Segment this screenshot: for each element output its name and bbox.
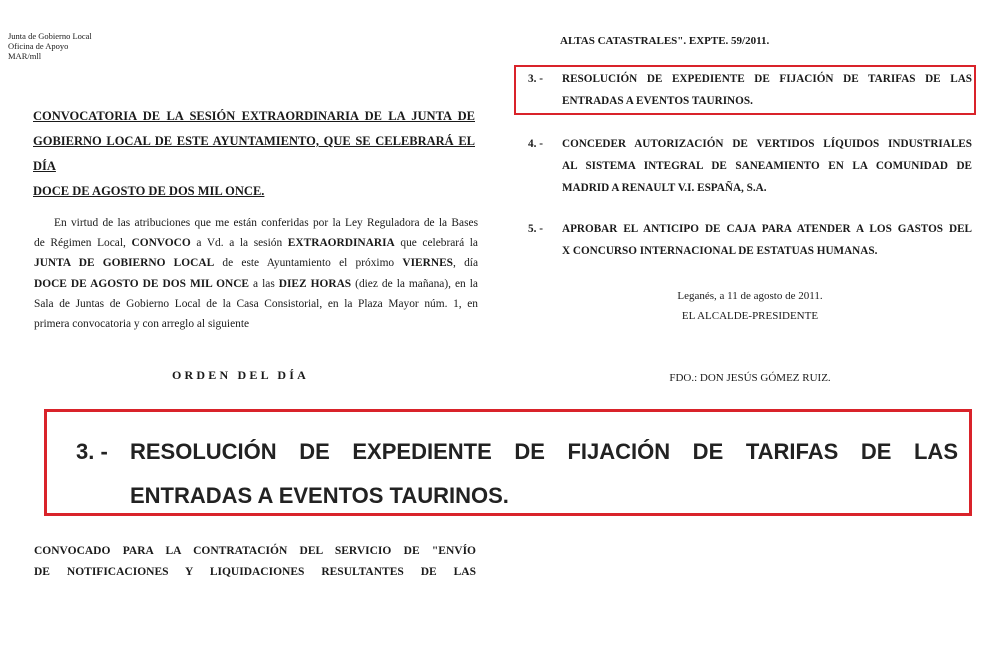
item-text	[562, 68, 972, 112]
altas-catastrales-line: ALTAS CATASTRALES". EXPTE. 59/2011.	[560, 35, 770, 47]
item-line: APROBAR EL ANTICIPO DE CAJA PARA ATENDER A LOS GASTOS DEL	[562, 223, 972, 235]
excerpt-line: CONVOCADO PARA LA CONTRATACIÓN DEL SERVICIO DE "ENVÍO	[34, 545, 476, 557]
excerpt-line: DE NOTIFICACIONES Y LIQUIDACIONES RESULTANTES DE LAS	[34, 566, 476, 578]
body-bold: DOCE DE AGOSTO DE DOS MIL ONCE	[34, 277, 250, 290]
zoom-item-line: RESOLUCIÓN DE EXPEDIENTE DE FIJACIÓN DE TARIFAS DE LAS	[130, 439, 958, 464]
signer-role: EL ALCALDE-PRESIDENTE	[681, 310, 819, 322]
place-and-date: Leganés, a 11 de agosto de 2011.	[677, 290, 823, 302]
title-line-3: DOCE DE AGOSTO DE DOS MIL ONCE.	[33, 184, 265, 198]
item-text	[562, 218, 972, 262]
item-line: ENTRADAS A EVENTOS TAURINOS.	[562, 95, 753, 107]
body-text: de Régimen Local,	[34, 237, 132, 250]
body-bold: CONVOCO	[131, 237, 191, 250]
zoom-item-text	[130, 430, 958, 518]
item-number: 4. -	[528, 138, 543, 150]
body-line-2	[34, 233, 478, 253]
body-text: que celebrará la	[394, 237, 478, 250]
title-line-1: CONVOCATORIA DE LA SESIÓN EXTRAORDINARIA DE LA JUNTA DE	[33, 109, 475, 123]
body-line-3	[34, 253, 478, 273]
body-text: a Vd. a la sesión	[190, 237, 288, 250]
body-text: (diez de la mañana), en la	[351, 277, 478, 290]
zoom-item-number: 3. -	[76, 439, 108, 464]
orden-del-dia-heading: ORDEN DEL DÍA	[172, 368, 309, 382]
body-text: , día	[453, 257, 478, 270]
agenda-item-3	[528, 68, 972, 112]
convocatoria-body	[34, 213, 478, 334]
item-line: MADRID A RENAULT V.I. ESPAÑA, S.A.	[562, 182, 767, 194]
header-line-ref: MAR/mll	[8, 51, 42, 61]
zoomed-agenda-item-3	[76, 430, 958, 518]
convocatoria-title	[33, 104, 475, 204]
title-line-2: GOBIERNO LOCAL DE ESTE AYUNTAMIENTO, QUE SE CELEBRARÁ EL DÍA	[33, 134, 475, 173]
item-line: X CONCURSO INTERNACIONAL DE ESTATUAS HUMANAS.	[562, 245, 878, 257]
header-line-junta: Junta de Gobierno Local	[8, 31, 92, 41]
item-line: AL SISTEMA INTEGRAL DE SANEAMIENTO EN LA COMUNIDAD DE	[562, 160, 972, 172]
body-bold: VIERNES	[402, 257, 453, 270]
body-line-1: En virtud de las atribuciones que me están conferidas por la Ley Reguladora de la Bases	[54, 217, 478, 229]
signer-name: FDO.: DON JESÚS GÓMEZ RUIZ.	[669, 372, 831, 384]
body-text: a las	[249, 277, 279, 290]
item-text	[562, 133, 972, 199]
item-line: CONCEDER AUTORIZACIÓN DE VERTIDOS LÍQUIDOS INDUSTRIALES	[562, 138, 972, 150]
body-bold: DIEZ HORAS	[278, 277, 352, 290]
item-number: 5. -	[528, 223, 543, 235]
body-line-6: primera convocatoria y con arreglo al siguiente	[34, 318, 250, 331]
agenda-item-4	[528, 133, 972, 199]
header-line-oficina: Oficina de Apoyo	[8, 41, 69, 51]
office-header	[8, 31, 92, 61]
body-bold: EXTRAORDINARIA	[287, 237, 395, 250]
agenda-item-5	[528, 218, 972, 262]
body-line-5: Sala de Juntas de Gobierno Local de la Casa Consistorial, en la Plaza Mayor núm. 1, en	[34, 297, 478, 310]
body-bold: JUNTA DE GOBIERNO LOCAL	[34, 257, 215, 270]
item-line: RESOLUCIÓN DE EXPEDIENTE DE FIJACIÓN DE TARIFAS DE LAS	[562, 73, 972, 85]
item-number: 3. -	[528, 73, 543, 85]
body-text: de este Ayuntamiento el próximo	[214, 257, 403, 270]
contract-excerpt	[34, 541, 476, 583]
body-line-4	[34, 274, 478, 294]
zoom-item-line: ENTRADAS A EVENTOS TAURINOS.	[130, 483, 509, 508]
